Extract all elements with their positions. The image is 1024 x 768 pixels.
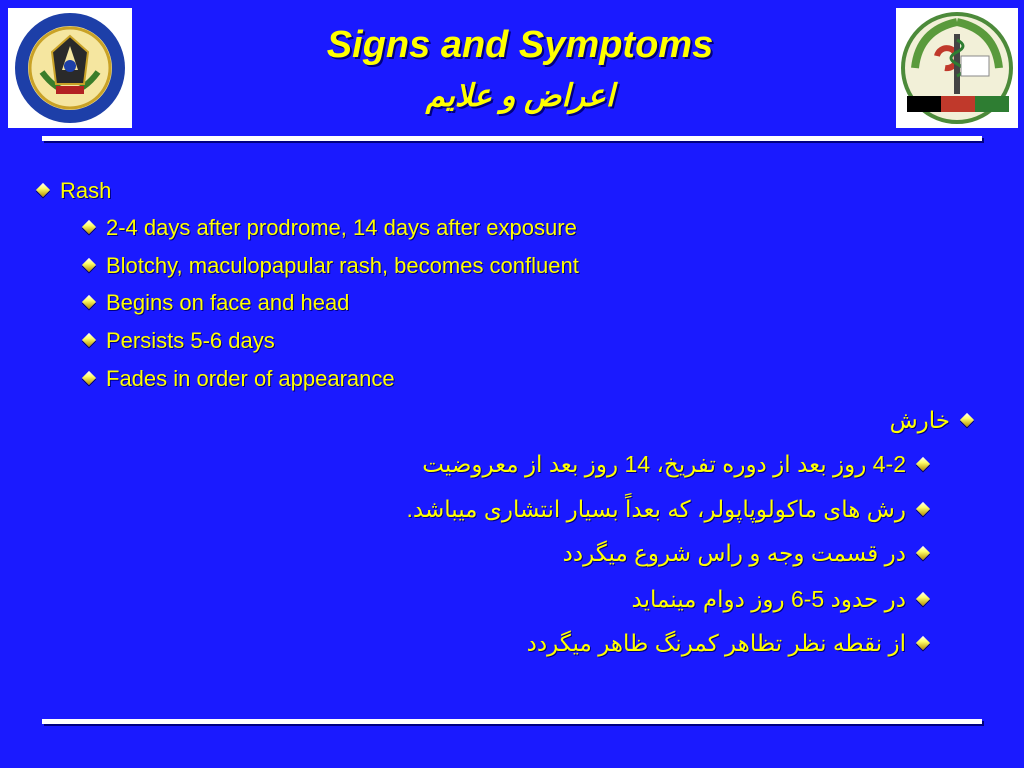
farsi-sub-bullet: [407, 494, 928, 524]
farsi-sub-bullet: [422, 449, 928, 479]
slide-title-farsi: اعراض و علایم: [425, 78, 615, 113]
bullet-icon: [36, 183, 50, 197]
english-sub-bullet: [84, 288, 349, 318]
slide-title-english: Signs and Symptoms: [326, 24, 714, 66]
bullet-icon: [960, 413, 974, 427]
english-sub-bullet: [84, 364, 395, 394]
bullet-text: Persists 5-6 days: [106, 328, 275, 353]
top-divider: [42, 136, 982, 141]
bullet-icon: [916, 502, 930, 516]
bullet-icon: [82, 220, 96, 234]
farsi-main-bullet: [890, 405, 972, 435]
english-main-bullet: [38, 176, 111, 206]
bullet-icon: [916, 546, 930, 560]
bullet-text: رش های ماکولوپاپولر، که بعداً بسیار انتشاری میباشد.: [406, 496, 906, 522]
bullet-text: خارش: [889, 407, 950, 433]
farsi-sub-bullet: [563, 538, 928, 568]
bullet-icon: [916, 457, 930, 471]
medical-emblem-logo: [896, 8, 1018, 128]
medical-emblem-icon: [899, 10, 1015, 126]
police-emblem-icon: [12, 10, 128, 126]
bullet-icon: [82, 258, 96, 272]
bullet-text: Rash: [60, 178, 112, 203]
english-sub-bullet: [84, 326, 275, 356]
police-emblem-logo: [8, 8, 132, 128]
bullet-text: Begins on face and head: [106, 290, 350, 315]
farsi-sub-bullet: [632, 584, 929, 614]
bullet-icon: [82, 333, 96, 347]
bullet-text: در قسمت وجه و راس شروع میگردد: [562, 540, 906, 566]
bullet-text: در حدود 5-6 روز دوام مینماید: [631, 586, 906, 612]
bullet-text: از نقطه نظر تظاهر کمرنگ ظاهر میگردد: [526, 630, 906, 656]
bullet-icon: [82, 371, 96, 385]
farsi-sub-bullet: [527, 628, 928, 658]
bullet-text: 4-2 روز بعد از دوره تفریخ، 14 روز بعد از معروضیت: [422, 451, 906, 477]
bullet-text: Blotchy, maculopapular rash, becomes confluent: [106, 253, 579, 278]
bullet-icon: [82, 295, 96, 309]
english-sub-bullet: [84, 251, 579, 281]
bullet-text: 2-4 days after prodrome, 14 days after exposure: [106, 215, 577, 240]
english-sub-bullet: [84, 213, 577, 243]
bullet-icon: [916, 592, 930, 606]
bullet-text: Fades in order of appearance: [106, 366, 395, 391]
bottom-divider: [42, 719, 982, 724]
bullet-icon: [916, 636, 930, 650]
